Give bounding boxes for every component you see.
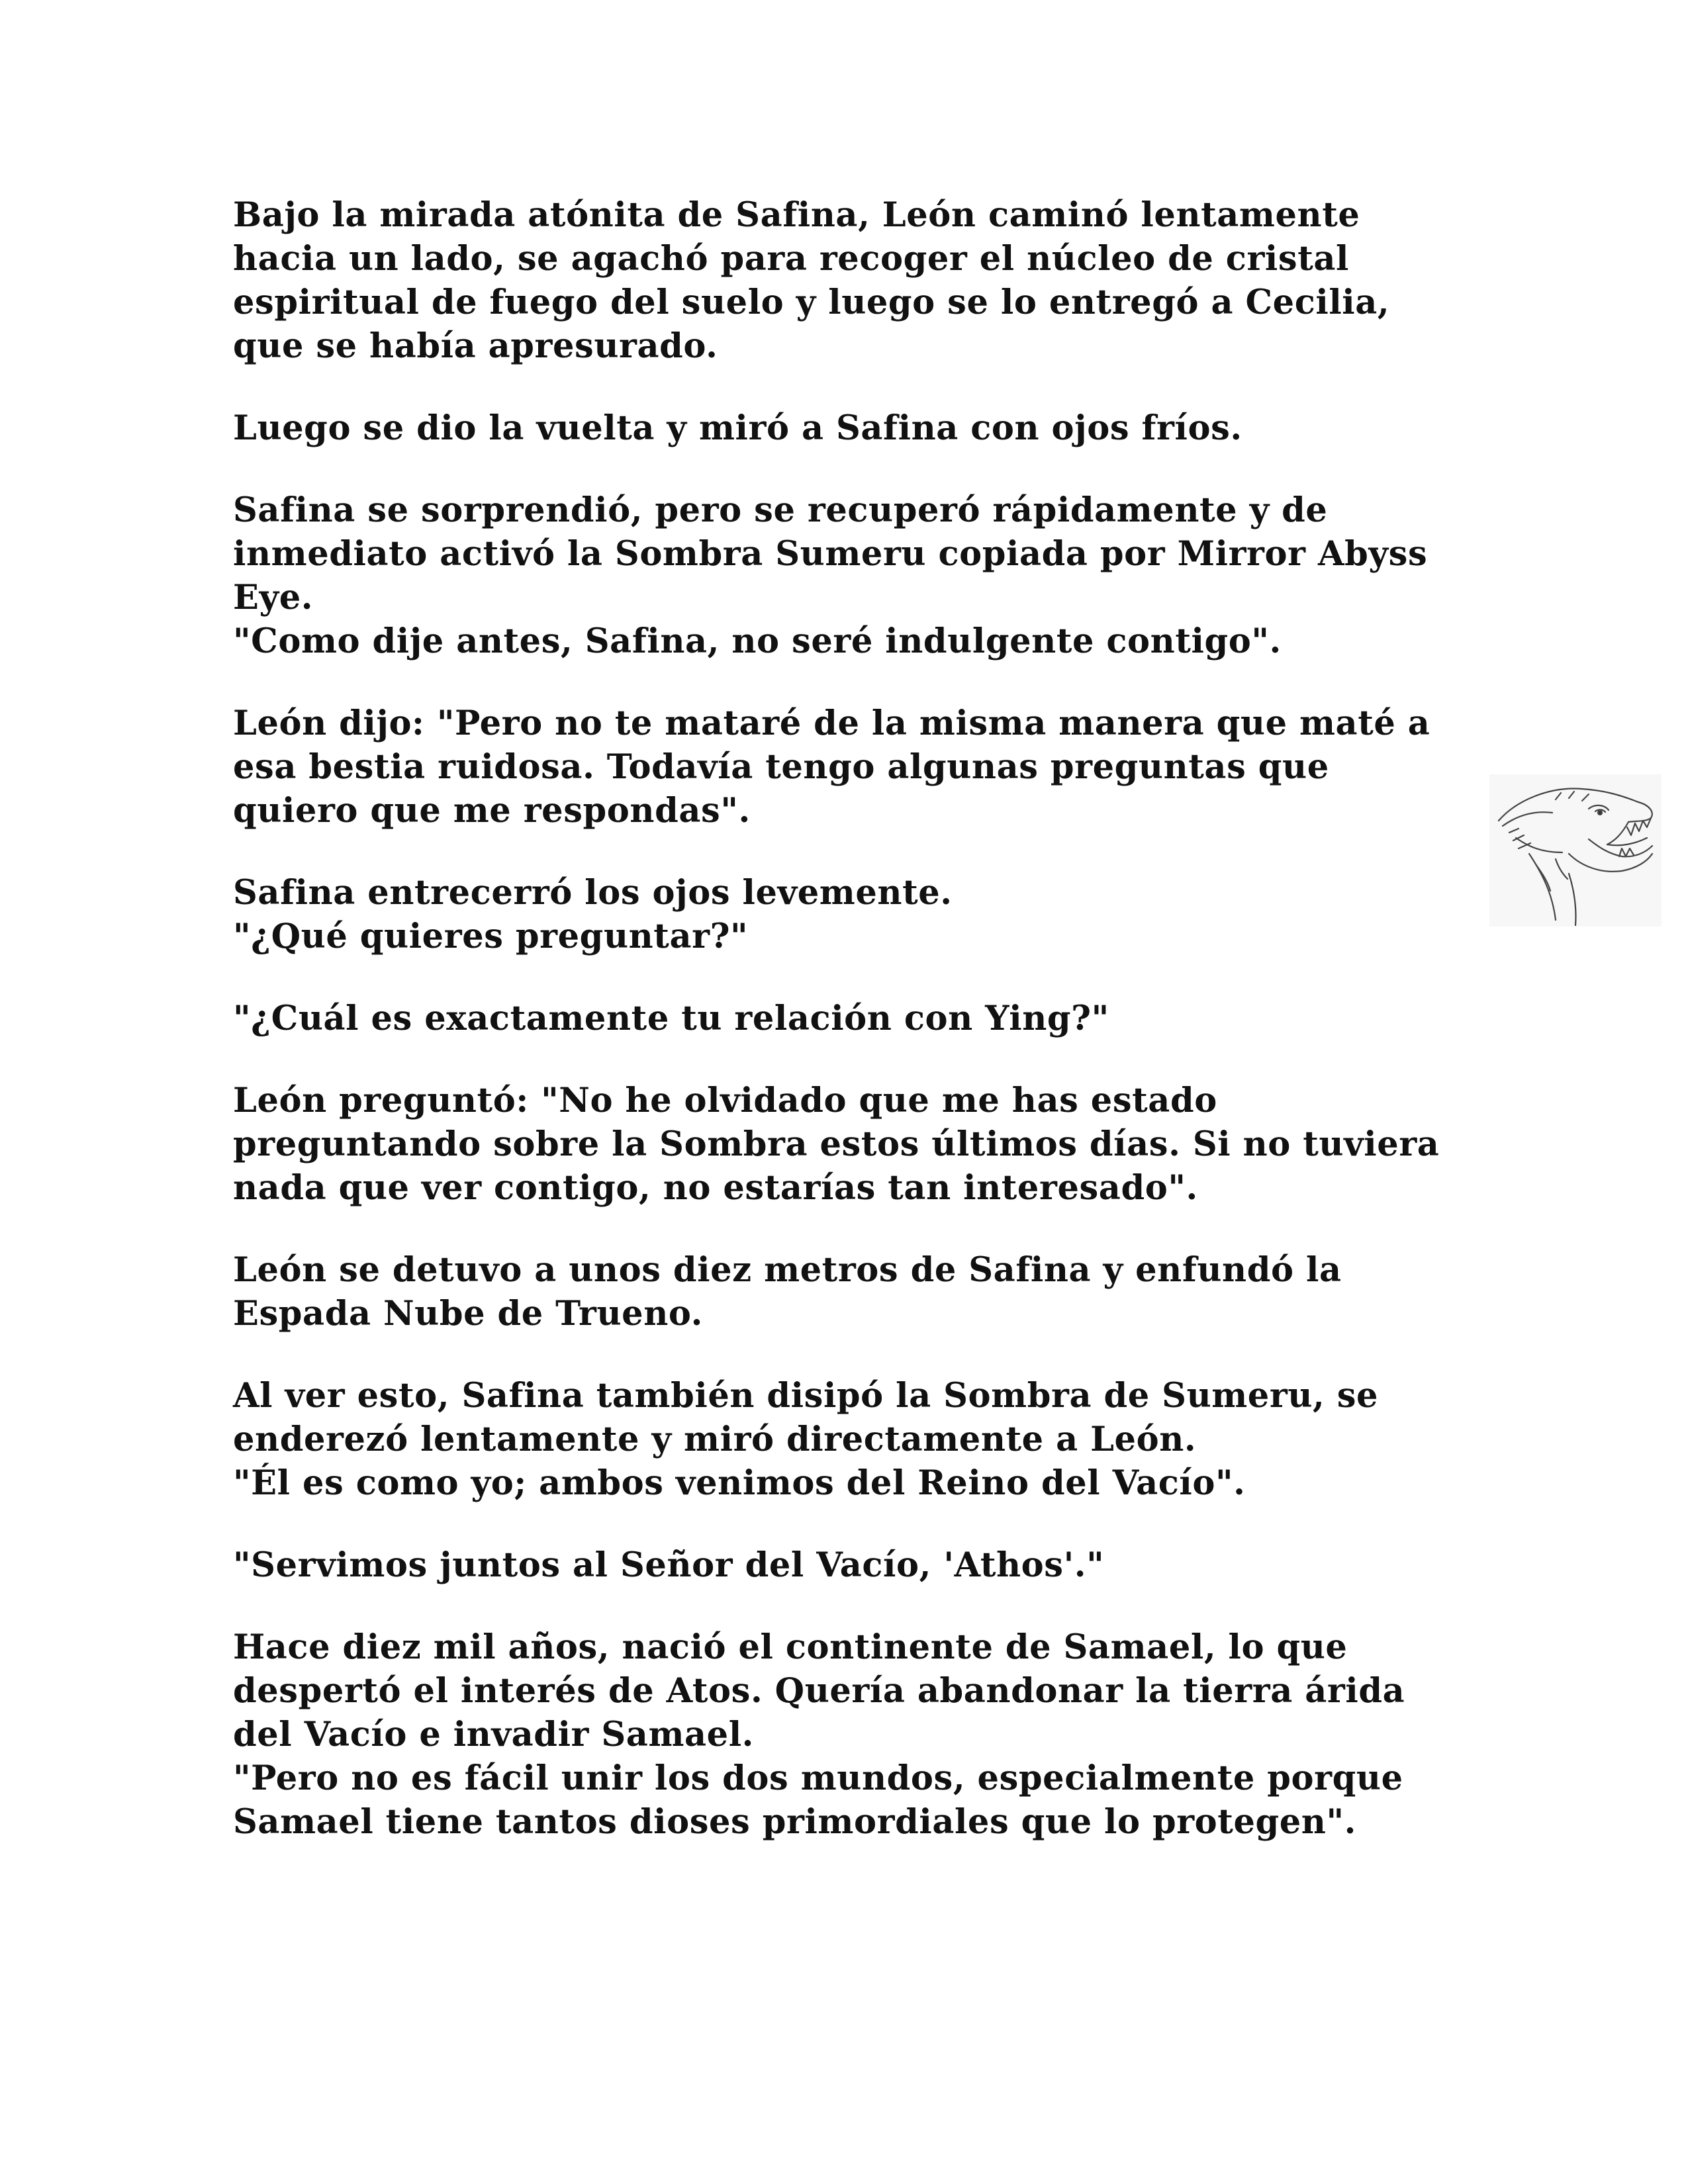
text-line: León dijo: "Pero no te mataré de la misma manera que maté a: [233, 704, 1430, 743]
text-line: inmediato activó la Sombra Sumeru copiada por Mirror Abyss: [233, 534, 1428, 574]
text-line: "Como dije antes, Safina, no seré indulgente contigo".: [233, 621, 1282, 661]
text-line: "Pero no es fácil unir los dos mundos, especialmente porque: [233, 1758, 1403, 1798]
text-line: que se había apresurado.: [233, 326, 718, 366]
text-line: "¿Qué quieres preguntar?": [233, 917, 749, 956]
paragraph: [233, 406, 1477, 450]
text-line: Eye.: [233, 578, 314, 617]
text-line: "Él es como yo; ambos venimos del Reino del Vacío".: [233, 1463, 1246, 1503]
paragraph: [233, 193, 1477, 368]
text-line: Safina entrecerró los ojos levemente.: [233, 873, 953, 913]
text-line: preguntando sobre la Sombra estos últimos días. Si no tuviera: [233, 1124, 1440, 1164]
dinosaur-sketch-icon: [1489, 774, 1662, 927]
text-line: espiritual de fuego del suelo y luego se lo entregó a Cecilia,: [233, 283, 1390, 322]
paragraph: [233, 871, 1477, 958]
text-line: Luego se dio la vuelta y miró a Safina con ojos fríos.: [233, 408, 1243, 448]
text-line: nada que ver contigo, no estarías tan interesado".: [233, 1168, 1198, 1208]
paragraph: [233, 488, 1477, 663]
paragraph: [233, 1543, 1477, 1587]
text-line: Espada Nube de Trueno.: [233, 1294, 703, 1334]
text-line: del Vacío e invadir Samael.: [233, 1715, 755, 1754]
text-line: esa bestia ruidosa. Todavía tengo algunas preguntas que: [233, 747, 1329, 787]
text-line: Samael tiene tantos dioses primordiales que lo protegen".: [233, 1802, 1357, 1842]
paragraph: [233, 1625, 1477, 1844]
text-line: Al ver esto, Safina también disipó la Sombra de Sumeru, se: [233, 1376, 1379, 1416]
paragraph: [233, 997, 1477, 1040]
paragraph: [233, 1248, 1477, 1336]
paragraph: [233, 1374, 1477, 1505]
text-line: "Servimos juntos al Señor del Vacío, 'Athos'.": [233, 1545, 1105, 1585]
text-line: quiero que me respondas".: [233, 791, 751, 831]
text-line: León se detuvo a unos diez metros de Safina y enfundó la: [233, 1250, 1342, 1290]
text-line: despertó el interés de Atos. Quería abandonar la tierra árida: [233, 1671, 1405, 1711]
text-column: [233, 193, 1477, 1882]
text-line: hacia un lado, se agachó para recoger el núcleo de cristal: [233, 239, 1349, 279]
paragraph: [233, 1079, 1477, 1210]
text-line: "¿Cuál es exactamente tu relación con Ying?": [233, 999, 1109, 1038]
text-line: Safina se sorprendió, pero se recuperó rápidamente y de: [233, 490, 1328, 530]
text-line: enderezó lentamente y miró directamente a León.: [233, 1420, 1197, 1459]
text-line: Bajo la mirada atónita de Safina, León caminó lentamente: [233, 195, 1360, 235]
text-line: Hace diez mil años, nació el continente de Samael, lo que: [233, 1627, 1348, 1667]
paragraph: [233, 702, 1477, 833]
text-line: León preguntó: "No he olvidado que me has estado: [233, 1081, 1217, 1120]
